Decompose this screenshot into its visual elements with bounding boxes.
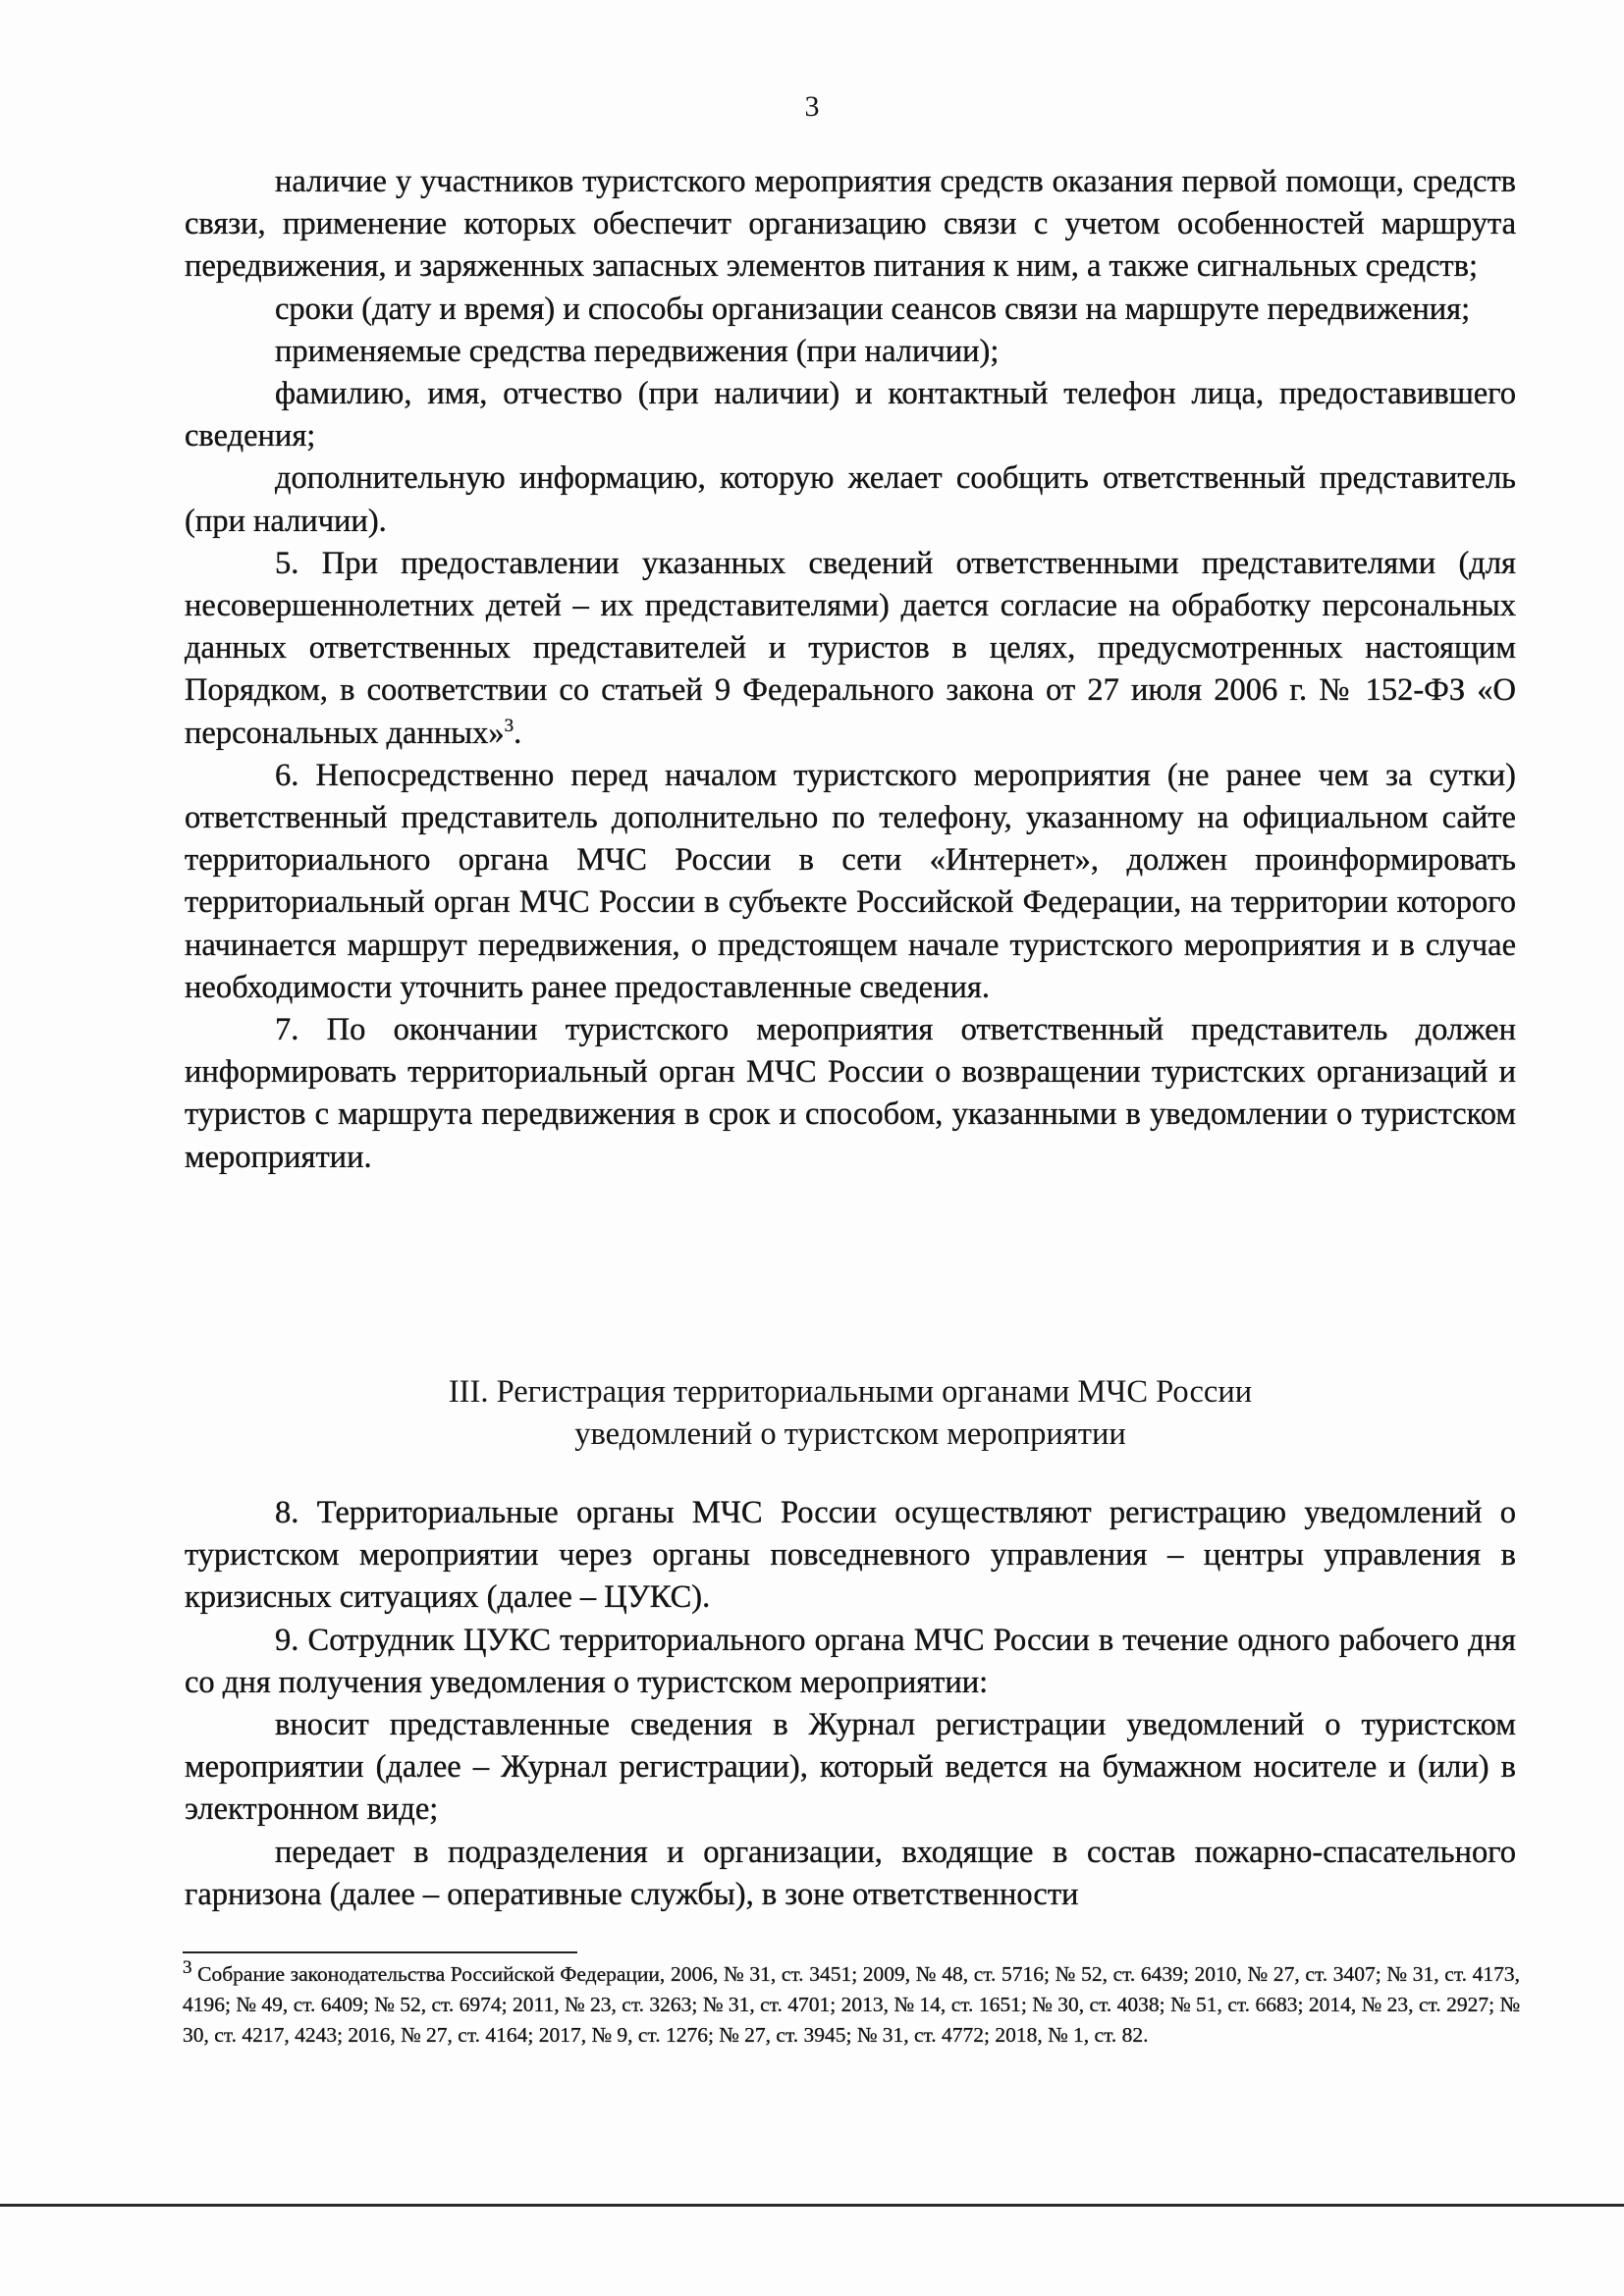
paragraph: вносит представленные сведения в Журнал регистрации уведомлений о туристском мероприятии (далее – Журнал регистрации), который ведется на бумажном носителе и (или) в электронном виде; <box>185 1707 1516 1828</box>
section-heading-line-2: уведомлений о туристском мероприятии <box>574 1416 1126 1453</box>
paragraph-5 <box>185 543 1516 755</box>
paragraph: фамилию, имя, отчество (при наличии) и контактный телефон лица, предоставившего сведения; <box>185 376 1516 454</box>
footnote-separator <box>183 1951 577 1953</box>
paragraph-5-text: 5. При предоставлении указанных сведений ответственными представителями (для несовершеннолетних детей – их представителями) дается согласие на обработку персональных данных ответственных представителей и туристов в целях, предусмотренных настоящим Порядком, в соответствии со статьей 9 Федерального закона от 27 июля 2006 г. № 152-ФЗ «О персональных данных» <box>185 545 1516 751</box>
paragraph: 6. Непосредственно перед началом туристского мероприятия (не ранее чем за сутки) ответственный представитель дополнительно по телефону, указанному на официальном сайте территориального органа МЧС России в сети «Интернет», должен проинформировать территориальный орган МЧС России в субъекте Российской Федерации, на территории которого начинается маршрут передвижения, о предстоящем начале туристского мероприятия и в случае необходимости уточнить ранее предоставленные сведения. <box>185 757 1516 1005</box>
paragraph-5-end: . <box>514 715 522 751</box>
section-heading <box>185 1371 1516 1456</box>
paragraph: 9. Сотрудник ЦУКС территориального органа МЧС России в течение одного рабочего дня со дня получения уведомления о туристском мероприятии: <box>185 1622 1516 1700</box>
paragraph: наличие у участников туристского мероприятия средств оказания первой помощи, средств связи, применение которых обеспечит организацию связи с учетом особенностей маршрута передвижения, и заряженных запасных элементов питания к ним, а также сигнальных средств; <box>185 164 1516 285</box>
section-heading-line-1: III. Регистрация территориальными органами МЧС России <box>448 1374 1253 1410</box>
page-number: 3 <box>804 90 820 123</box>
body-text-lower <box>185 1492 1516 1916</box>
paragraph: дополнительную информацию, которую желает сообщить ответственный представитель (при наличии). <box>185 460 1516 539</box>
paragraph: 7. По окончании туристского мероприятия ответственный представитель должен информировать территориальный орган МЧС России о возвращении туристских организаций и туристов с маршрута передвижения в срок и способом, указанными в уведомлении о туристском мероприятии. <box>185 1012 1516 1175</box>
footnote-reference: 3 <box>504 715 514 736</box>
paragraph: сроки (дату и время) и способы организации сеансов связи на маршруте передвижения; <box>275 291 1471 327</box>
paragraph: передает в подразделения и организации, входящие в состав пожарно-спасательного гарнизона (далее – оперативные службы), в зоне ответственности <box>185 1834 1516 1912</box>
page-bottom-edge <box>0 2204 1624 2207</box>
footnote <box>183 1956 1520 2051</box>
body-text-upper <box>185 161 1516 1179</box>
footnote-marker: 3 <box>183 1956 192 1978</box>
footnote-text: Собрание законодательства Российской Федерации, 2006, № 31, ст. 3451; 2009, № 48, ст. 5716; № 52, ст. 6439; 2010, № 27, ст. 3407; № 31, ст. 4173, 4196; № 49, ст. 6409; № 52, ст. 6974; 2011, № 23, ст. 3263; № 31, ст. 4701; 2013, № 14, ст. 1651; № 30, ст. 4038; № 51, ст. 6683; 2014, № 23, ст. 2927; № 30, ст. 4217, 4243; 2016, № 27, ст. 4164; 2017, № 9, ст. 1276; № 27, ст. 3945; № 31, ст. 4772; 2018, № 1, ст. 82. <box>183 1962 1520 2047</box>
paragraph: 8. Территориальные органы МЧС России осуществляют регистрацию уведомлений о туристском мероприятии через органы повседневного управления – центры управления в кризисных ситуациях (далее – ЦУКС). <box>185 1495 1516 1616</box>
paragraph: применяемые средства передвижения (при наличии); <box>275 333 1000 369</box>
